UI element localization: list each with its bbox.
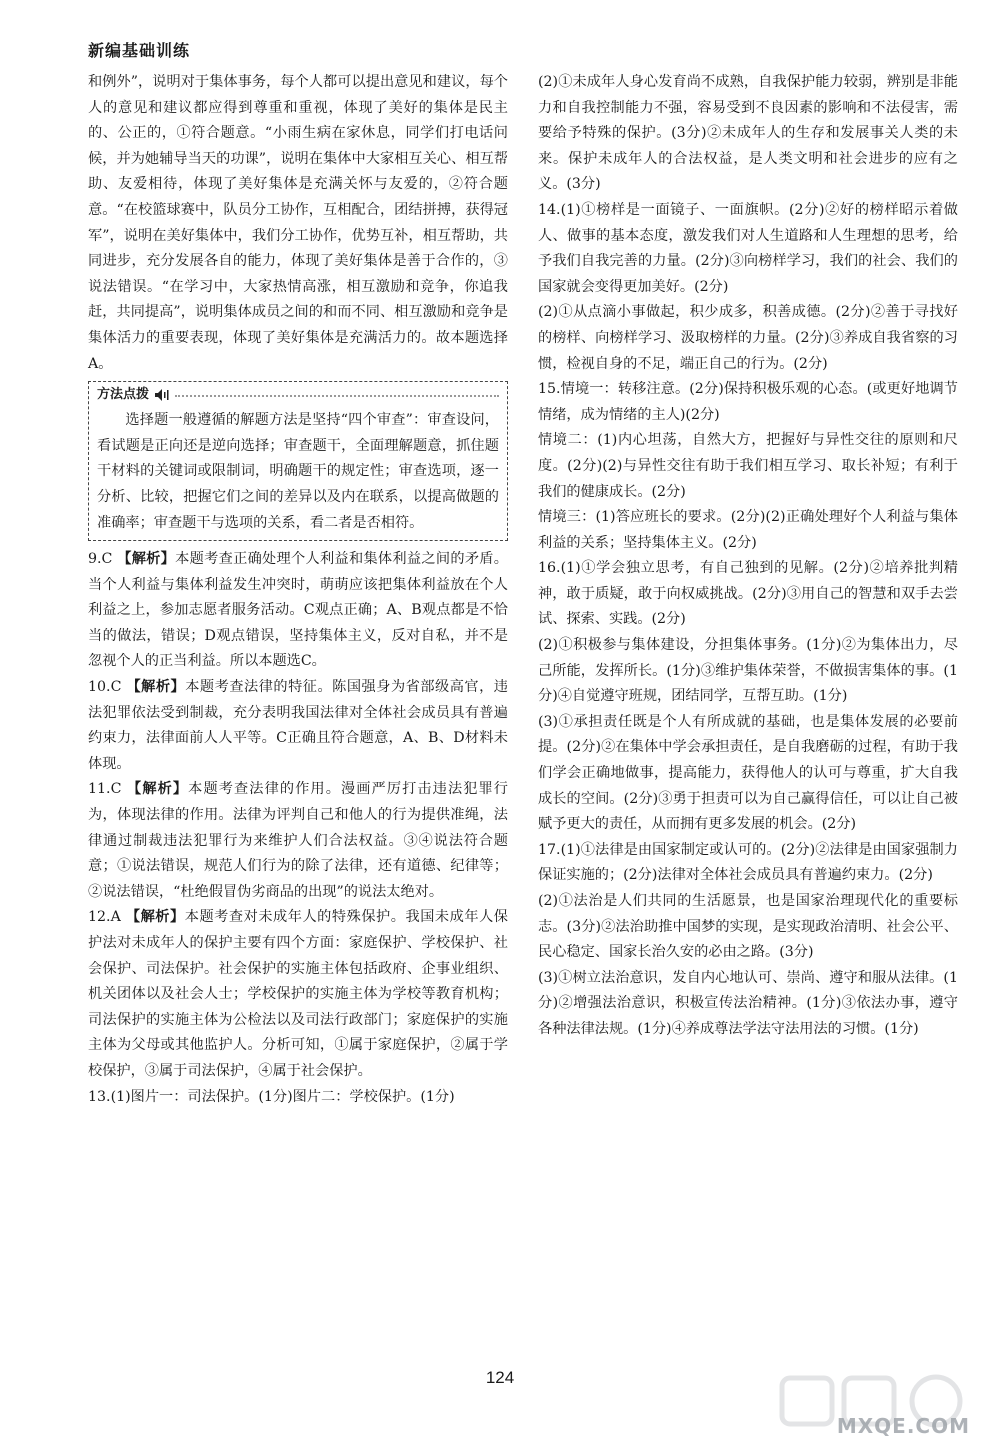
answer-8-continuation: 和例外”，说明对于集体事务，每个人都可以提出意见和建议，每个人的意见和建议都应得到尊重和重视，体现了美好的集体是民主的、公正的，①符合题意。“小雨生病在家休息，同学们打电话问候，并为她辅导当天的功课”，说明在集体中大家相互关心、相互帮助、友爱相待，体现了美好集体是充满关怀与友爱的，②符合题意。“在校篮球赛中，队员分工协作，互相配合，团结拼搏，获得冠军”，说明在美好集体中，我们分工协作，优势互补，相互帮助，共同进步，充分发展各自的能力，体现了美好集体是善于合作的，③说法错误。“在学习中，大家热情高涨，相互激励和竞争，你追我赶，共同提高”，说明集体成员之间的和而不同、相互激励和竞争是集体活力的重要表现，体现了美好集体是充满活力的。故本题选择A。	[88, 74, 508, 372]
answer-16-part3: (3)①承担责任既是个人有所成就的基础，也是集体发展的必要前提。(2分)②在集体中学会承担责任，是自我磨砺的过程，有助于我们学会正确地做事，提高能力，获得他人的认可与尊重，扩大自我成长的空间。(2分)③勇于担责可以为自己赢得信任，可以让自己被赋予更大的责任，从而拥有更多发展的机会。(2分)	[538, 713, 958, 833]
answer-10-text: 本题考查法律的特征。陈国强身为省部级高官，违法犯罪依法受到制裁，充分表明我国法律对全体社会成员具有普遍约束力，法律面前人人平等。C正确且符合题意，A、B、D材料未体现。	[88, 679, 508, 772]
answer-9-text: 本题考查正确处理个人利益和集体利益之间的矛盾。当个人利益与集体利益发生冲突时，萌萌应该把集体利益放在个人利益之上，参加志愿者服务活动。C观点正确；A、B观点都是不恰当的做法，错误；D观点错误，坚持集体主义，反对自私，并不是忽视个人的正当利益。所以本题选C。	[88, 551, 508, 670]
answer-9-tag: 【解析】	[117, 551, 176, 568]
answer-12	[88, 905, 508, 1084]
answer-17-part3: (3)①树立法治意识，发自内心地认可、崇尚、遵守和服从法律。(1分)②增强法治意识，积极宣传法治精神。(1分)③依法办事，遵守各种法律法规。(1分)④养成尊法学法守法用法的习惯。(1分)	[538, 969, 958, 1037]
page-number: 124	[485, 1368, 515, 1387]
answer-15-scene3: 情境三：(1)答应班长的要求。(2分)(2)正确处理好个人利益与集体利益的关系；坚持集体主义。(2分)	[538, 509, 958, 551]
answer-9	[88, 547, 508, 675]
answer-15-scene1: 15.情境一：转移注意。(2分)保持积极乐观的心态。(或更好地调节情绪，成为情绪的主人)(2分)	[538, 381, 958, 423]
answer-9-number: 9.C	[88, 551, 113, 568]
answer-17-part1: 17.(1)①法律是由国家制定或认可的。(2分)②法律是由国家强制力保证实施的；(2分)法律对全体社会成员具有普遍约束力。(2分)	[538, 841, 958, 884]
answer-10-number: 10.C	[88, 679, 122, 696]
answer-15-scene2: 情境二：(1)内心坦荡，自然大方，把握好与异性交往的原则和尺度。(2分)(2)与异性交往有助于我们相互学习、取长补短；有利于我们的健康成长。(2分)	[538, 432, 958, 500]
answer-11-text: 本题考查法律的作用。漫画严厉打击违法犯罪行为，体现法律的作用。法律为评判自己和他人的行为提供准绳，法律通过制裁违法犯罪行为来维护人们合法权益。③④说法符合题意；①说法错误，规范人们行为的除了法律，还有道德、纪律等；②说法错误，“杜绝假冒伪劣商品的出现”的说法太绝对。	[88, 781, 508, 900]
answer-16-part2: (2)①积极参与集体建设，分担集体事务。(1分)②为集体出力，尽己所能，发挥所长。(1分)③维护集体荣誉，不做损害集体的事。(1分)④自觉遵守班规，团结同学，互帮互助。(1分)	[538, 637, 958, 705]
answer-17-part2: (2)①法治是人们共同的生活愿景，也是国家治理现代化的重要标志。(3分)②法治助推中国梦的实现，是实现政治清明、社会公平、民心稳定、国家长治久安的必由之路。(3分)	[538, 893, 958, 961]
watermark-url: MXQE.COM	[836, 1414, 970, 1438]
answer-10-tag: 【解析】	[126, 679, 186, 696]
left-column	[88, 70, 508, 1110]
answer-13-part2: (2)①未成年人身心发育尚不成熟，自我保护能力较弱，辨别是非能力和自我控制能力不强，容易受到不良因素的影响和不法侵害，需要给予特殊的保护。(3分)②未成年人的生存和发展事关人类的未来。保护未成年人的合法权益，是人类文明和社会进步的应有之义。(3分)	[538, 74, 958, 193]
book-title: 新编基础训练	[88, 41, 191, 60]
answer-11-number: 11.C	[88, 781, 122, 798]
answer-12-number: 12.A	[88, 909, 121, 926]
speaker-icon	[155, 389, 169, 401]
answer-10	[88, 675, 508, 777]
answer-14-part1: 14.(1)①榜样是一面镜子、一面旗帜。(2分)②好的榜样昭示着做人、做事的基本态度，激发我们对人生道路和人生理想的思考，给予我们自我完善的力量。(2分)③向榜样学习，我们的社会、我们的国家就会变得更加美好。(2分)	[538, 201, 958, 295]
answer-11-tag: 【解析】	[127, 781, 189, 798]
method-tip-title: 方法点拨	[97, 387, 150, 403]
method-tip-header	[97, 382, 499, 408]
right-column	[538, 70, 958, 1043]
answer-12-text: 本题考查对未成年人的特殊保护。我国未成年人保护法对未成年人的保护主要有四个方面：家庭保护、学校保护、社会保护、司法保护。社会保护的实施主体包括政府、企事业组织、机关团体以及社会人士；学校保护的实施主体为学校等教育机构；司法保护的实施主体为公检法以及司法行政部门；家庭保护的实施主体为父母或其他监护人。分析可知，①属于家庭保护，②属于学校保护，③属于司法保护，④属于社会保护。	[88, 909, 508, 1079]
method-tip-box	[88, 381, 508, 541]
answer-12-tag: 【解析】	[125, 909, 185, 926]
divider-dots	[175, 395, 499, 397]
answer-11	[88, 777, 508, 905]
method-tip-body: 选择题一般遵循的解题方法是坚持“四个审查”：审查设问，看试题是正向还是逆向选择；审查题干，全面理解题意，抓住题干材料的关键词或限制词，明确题干的规定性；审查选项，逐一分析、比较，把握它们之间的差异以及内在联系，以提高做题的准确率；审查题干与选项的关系，看二者是否相符。	[97, 412, 499, 531]
answer-14-part2: (2)①从点滴小事做起，积少成多，积善成德。(2分)②善于寻找好的榜样、向榜样学习、汲取榜样的力量。(2分)③养成自我省察的习惯，检视自身的不足，端正自己的行为。(2分)	[538, 304, 958, 372]
answer-16-part1: 16.(1)①学会独立思考，有自己独到的见解。(2分)②培养批判精神，敢于质疑，敢于向权威挑战。(2分)③用自己的智慧和双手去尝试、探索、实践。(2分)	[538, 560, 958, 628]
answer-13-part1: 13.(1)图片一：司法保护。(1分)图片二：学校保护。(1分)	[88, 1088, 455, 1105]
